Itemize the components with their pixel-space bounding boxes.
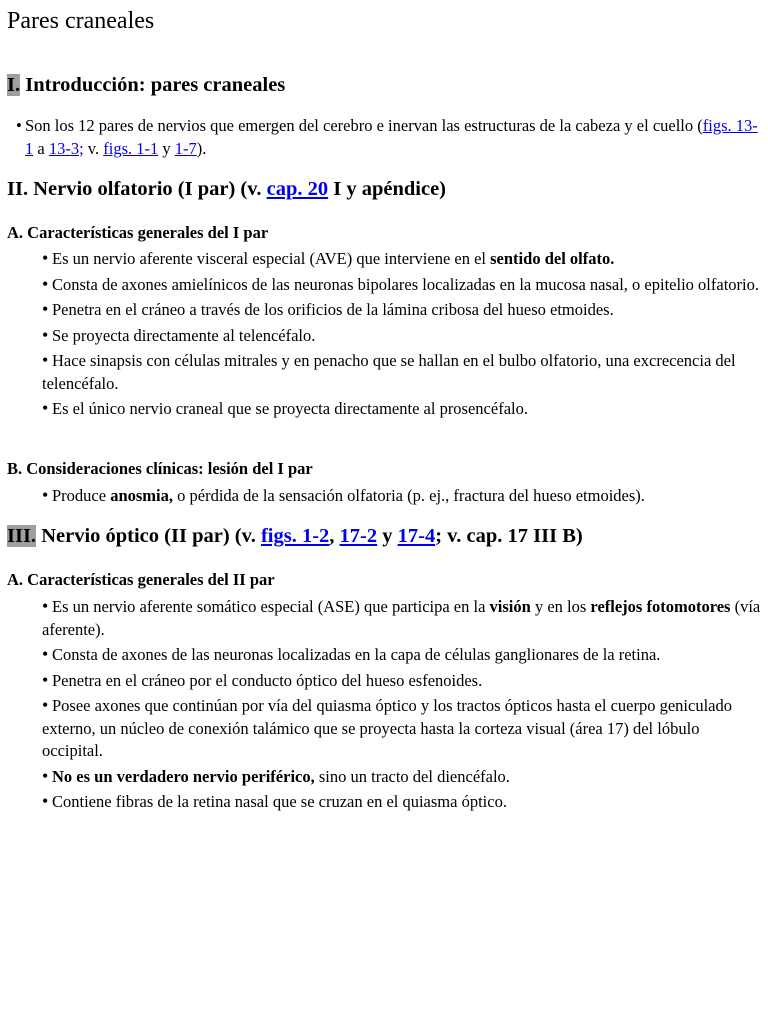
bullet-icon: • [42, 350, 49, 370]
list-item: • Se proyecta directamente al telencéfalo. [42, 324, 316, 345]
section2-subheading-b: B. Consideraciones clínicas: lesión del I par [7, 459, 313, 478]
list-item: • Posee axones que continúan por vía del quiasma óptico y los tractos ópticos hasta el cuerpo geniculado externo, un núcleo de conexión talámico que se proyecta hasta la corteza visual (área 17) del lóbulo occipital. [42, 695, 732, 760]
page-title: Pares craneales [7, 8, 155, 34]
list-item: • Es un nervio aferente visceral especial (AVE) que interviene en el sentido del olfato. [42, 248, 615, 268]
link-13-3[interactable]: 13-3; [48, 138, 84, 158]
bullet-icon: • [42, 398, 49, 418]
intro-text: Son los 12 pares de nervios que emergen del cerebro e inervan las estructuras de la cabeza y el cuello ( [25, 116, 703, 135]
list-item: • No es un verdadero nervio periférico, sino un tracto del diencéfalo. [42, 765, 510, 786]
list-item: • Contiene fibras de la retina nasal que se cruzan en el quiasma óptico. [42, 791, 507, 811]
section3-heading: III. Nervio óptico (II par) (v. figs. 1-2, 17-2 y 17-4; v. cap. 17 III B) [7, 525, 583, 547]
list-item: • Consta de axones amielínicos de las neuronas bipolares localizadas en la mucosa nasal, o epitelio olfatorio. [42, 273, 759, 294]
section2-list-b [0, 484, 762, 510]
list-item: • Penetra en el cráneo a través de los orificios de la lámina cribosa del hueso etmoides. [42, 299, 614, 319]
section2-list-a [0, 247, 762, 423]
bullet-icon: • [42, 644, 49, 664]
list-item: • Es un nervio aferente somático especial (ASE) que participa en la visión y en los reflejos fotomotores (vía aferente). [42, 596, 761, 639]
section3-heading-number: III. [7, 525, 37, 547]
link-17-4[interactable]: 17-4 [397, 525, 436, 547]
bullet-icon: • [42, 485, 49, 505]
bullet-icon: • [42, 695, 49, 715]
intro-heading-text: Introducción: pares craneales [20, 74, 286, 96]
intro-paragraph: • Son los 12 pares de nervios que emergen del cerebro e inervan las estructuras de la cabeza y el cuello (figs. 13-1 a 13-3; v. figs. 1-1 y 1-7). [16, 116, 758, 158]
list-item: • Produce anosmia, o pérdida de la sensación olfatoria (p. ej., fractura del hueso etmoides). [42, 485, 645, 505]
link-figs-1-1[interactable]: figs. 1-1 [103, 138, 159, 158]
intro-heading [7, 72, 285, 98]
bullet-icon: • [42, 669, 49, 690]
list-item: • Consta de axones de las neuronas localizadas en la capa de células ganglionares de la retina. [42, 644, 661, 664]
link-cap-20[interactable]: cap. 20 [266, 178, 329, 200]
list-item: • Hace sinapsis con células mitrales y en penacho que se hallan en el bulbo olfatorio, una excrecencia del telencéfalo. [42, 350, 736, 393]
list-item: • Penetra en el cráneo por el conducto óptico del hueso esfenoides. [42, 669, 483, 690]
link-figs-1-2[interactable]: figs. 1-2 [260, 525, 330, 547]
bullet-icon: • [42, 596, 49, 616]
link-17-2[interactable]: 17-2 [339, 525, 378, 547]
bullet-icon: • [42, 765, 49, 786]
bullet-icon: • [42, 791, 49, 811]
bullet-icon: • [16, 116, 22, 135]
intro-heading-number: I. [7, 74, 21, 96]
section2-heading: II. Nervio olfatorio (I par) (v. cap. 20 I y apéndice) [7, 178, 446, 200]
section3-subheading-a: A. Características generales del II par [7, 570, 275, 589]
bullet-icon: • [42, 273, 49, 294]
link-1-7[interactable]: 1-7 [174, 138, 197, 158]
bullet-icon: • [42, 248, 49, 268]
bullet-icon: • [42, 324, 49, 345]
section3-list-a [0, 595, 762, 816]
link-figs-13-1[interactable]: figs. 13-1 [25, 116, 758, 158]
list-item: • Es el único nervio craneal que se proyecta directamente al prosencéfalo. [42, 398, 528, 418]
bullet-icon: • [42, 299, 49, 319]
section2-subheading-a: A. Características generales del I par [7, 223, 269, 242]
